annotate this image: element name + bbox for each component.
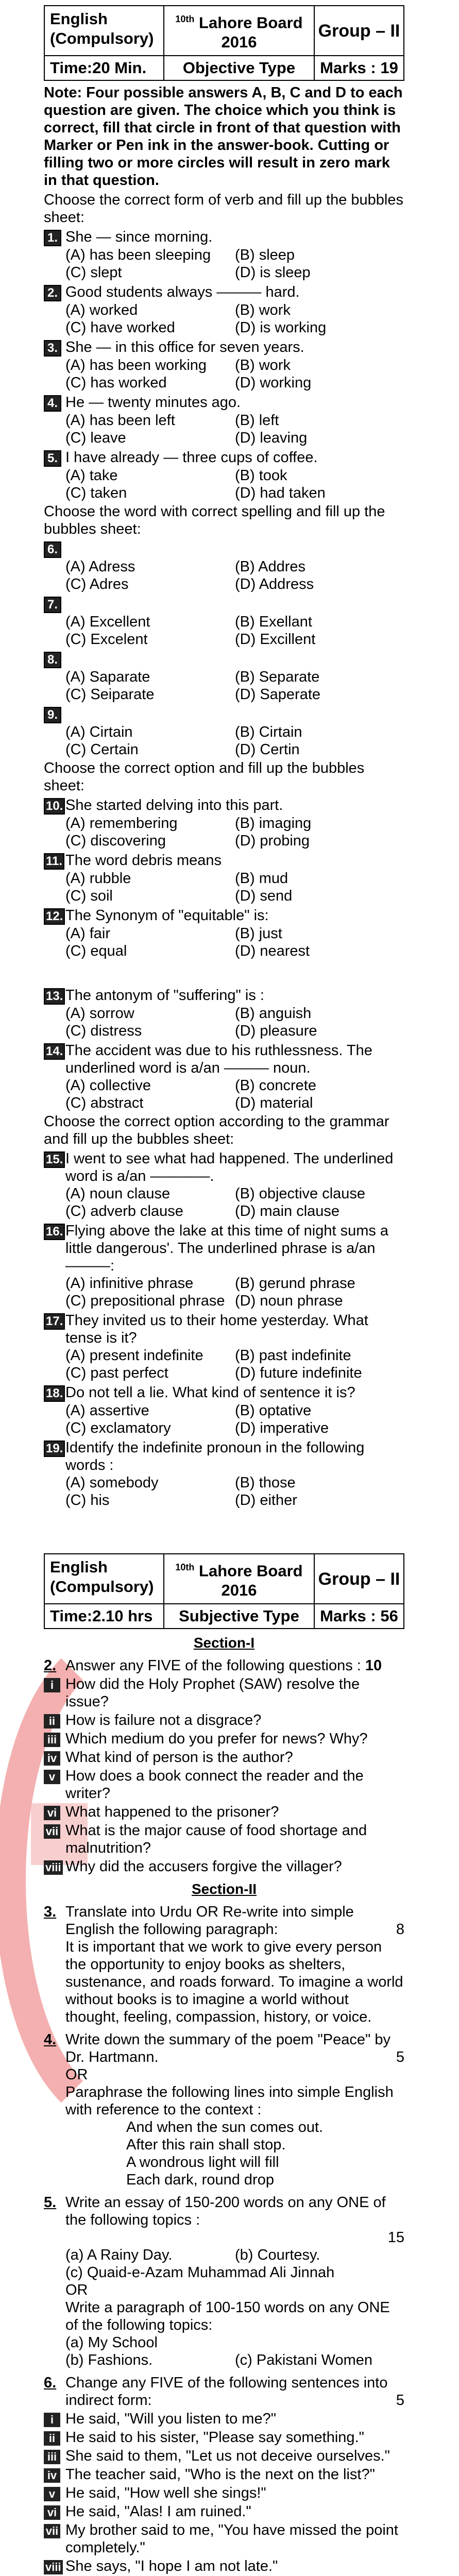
answer-options [65, 925, 404, 960]
sub-question-text: What happened to the prisoner? [65, 1804, 279, 1821]
sub-question-text: What kind of person is the author? [65, 1749, 293, 1766]
sub-question-number: iii [44, 2450, 60, 2464]
or-label: OR [65, 2282, 88, 2299]
answer-option: (C) adverb clause [65, 1203, 183, 1220]
sub-question-text: He said, "Alas! I am ruined." [65, 2503, 251, 2520]
answer-option: (D) working [235, 375, 312, 392]
question-number: 14. [44, 1043, 65, 1060]
answer-option: (B) Exellant [235, 614, 312, 631]
answer-options [65, 1185, 404, 1220]
subject-sub-2: (Compulsory) [50, 1578, 154, 1596]
question-text [65, 595, 404, 613]
sub-question [44, 1858, 404, 1875]
board-name: Lahore Board [199, 13, 303, 32]
sub-question [44, 2410, 404, 2428]
answer-options [65, 723, 404, 758]
or-label: OR [65, 2066, 88, 2083]
board-class-2: 10th [175, 1562, 195, 1572]
sub-question-number: i [44, 1678, 60, 1692]
answer-option: (D) is working [235, 319, 327, 336]
answer-option: (C) soil [65, 888, 113, 905]
sub-question-text: The teacher said, "Who is the next on the list?" [65, 2466, 375, 2483]
board-name-2: Lahore Board [199, 1562, 303, 1580]
answer-options [65, 467, 404, 502]
answer-option: (B) optative [235, 1402, 312, 1419]
question-marks: 5 [396, 2049, 404, 2066]
answer-option: (B) concrete [235, 1077, 316, 1094]
question-number: 6. [44, 2375, 57, 2392]
question-text: Write down the summary of the poem "Peace" by Dr. Hartmann. [65, 2031, 390, 2066]
answer-option: (C) Excelent [65, 631, 148, 648]
question-number: 9. [44, 707, 61, 723]
answer-option: (B) gerund phrase [235, 1275, 355, 1292]
answer-option: (C) equal [65, 943, 127, 960]
type-label-2: Subjective Type [164, 1604, 315, 1628]
time-label-2: Time:2.10 hrs [45, 1604, 164, 1628]
paragraph-task: Write a paragraph of 100-150 words on any ONE of the following topics: [65, 2299, 390, 2334]
mcq-question [44, 1384, 404, 1437]
marks-label-2: Marks : 56 [320, 1607, 398, 1625]
answer-options [65, 1005, 404, 1040]
sub-question-text: How did the Holy Prophet (SAW) resolve the issue? [65, 1676, 360, 1710]
mcq-question [44, 228, 404, 281]
poem-lines [126, 2119, 404, 2189]
question-list [44, 796, 404, 960]
answer-option: (D) probing [235, 833, 310, 850]
sub-question-text: Which medium do you prefer for news? Why? [65, 1731, 368, 1748]
mcq-question [44, 1042, 404, 1112]
answer-option: (C) discovering [65, 833, 166, 850]
question-number: 18. [44, 1385, 65, 1402]
question-text: The accident was due to his ruthlessness. The underlined word is a/an ——— noun. [65, 1042, 372, 1077]
sub-question-number: viii [44, 1860, 63, 1875]
question-number: 5. [44, 450, 61, 467]
sub-question-number: vii [44, 1824, 60, 1839]
type-label: Objective Type [164, 56, 315, 80]
question-text: Identify the indefinite pronoun in the following words : [65, 1439, 365, 1474]
answer-option: (B) Addres [235, 558, 305, 575]
answer-option: (A) fair [65, 925, 110, 942]
paper-subheader-2 [44, 1604, 404, 1629]
sub-question [44, 1711, 404, 1729]
instruction-spelling: Choose the word with correct spelling and fill up the bubbles sheet: [44, 503, 385, 538]
sub-question-text: She says, "I hope I am not late." [65, 2558, 278, 2575]
narration-list [44, 2410, 404, 2575]
sub-question [44, 1749, 404, 1766]
answer-options [65, 1275, 404, 1310]
sub-question-number: i [44, 2413, 60, 2427]
question-number: 13. [44, 988, 65, 1005]
answer-option: (A) sorrow [65, 1005, 134, 1022]
sub-question-text: How is failure not a disgrace? [65, 1712, 262, 1729]
mcq-question [44, 338, 404, 392]
question-number: 19. [44, 1440, 65, 1457]
answer-option: (D) is sleep [235, 264, 311, 281]
answer-option: (C) Certain [65, 741, 139, 758]
time-label: Time:20 Min. [45, 56, 164, 80]
answer-option: (D) leaving [235, 430, 308, 447]
answer-option: (D) noun phrase [235, 1293, 343, 1310]
answer-option: (B) objective clause [235, 1185, 366, 1202]
answer-options [65, 1347, 404, 1382]
sub-question [44, 1803, 404, 1821]
answer-option: (C) have worked [65, 319, 175, 336]
sub-question-number: ii [44, 1714, 60, 1728]
topic-item: (c) Pakistani Women [235, 2352, 372, 2369]
mcq-question [44, 796, 404, 850]
question-list [44, 228, 404, 502]
mcq-question [44, 650, 404, 703]
mcq-question [44, 449, 404, 502]
question-text: I went to see what had happened. The underlined word is a/an ————. [65, 1150, 394, 1185]
question-number: 4. [44, 2031, 57, 2048]
question-text: They invited us to their home yesterday. What tense is it? [65, 1312, 368, 1347]
mcq-question [44, 852, 404, 905]
sub-question-number: vi [44, 2505, 60, 2520]
answer-option: (A) infinitive phrase [65, 1275, 194, 1292]
answer-option: (B) imaging [235, 815, 312, 832]
answer-option: (B) past indefinite [235, 1347, 351, 1364]
answer-option: (B) Separate [235, 669, 320, 686]
board-year-2: 2016 [221, 1581, 257, 1600]
poem-line: Each dark, round drop [126, 2172, 274, 2189]
instruction-options: Choose the correct option and fill up the bubbles sheet: [44, 760, 365, 794]
marks-label: Marks : 19 [320, 59, 398, 77]
sub-question-number: vi [44, 1806, 60, 1820]
mcq-question [44, 705, 404, 758]
sub-question-text: He said, "Will you listen to me?" [65, 2411, 277, 2428]
paper-header-2 [44, 1553, 404, 1604]
answer-option: (C) leave [65, 430, 126, 447]
answer-option: (D) Certin [235, 741, 300, 758]
sub-question [44, 2484, 404, 2502]
answer-options [65, 1077, 404, 1112]
answer-option: (B) left [235, 412, 279, 429]
group-label: Group – II [318, 21, 400, 41]
sub-question [44, 1675, 404, 1710]
answer-options [65, 357, 404, 392]
sub-question [44, 2447, 404, 2465]
answer-option: (C) slept [65, 264, 122, 281]
sub-question-text: He said to his sister, "Please say something." [65, 2429, 364, 2446]
question-list [44, 540, 404, 758]
sub-question [44, 2521, 404, 2556]
answer-option: (C) Seiparate [65, 686, 155, 703]
board-box [164, 6, 315, 55]
answer-options [65, 301, 404, 336]
poem-line: After this rain shall stop. [126, 2137, 286, 2154]
answer-option: (A) has been working [65, 357, 207, 374]
answer-option: (B) Cirtain [235, 724, 302, 741]
question-number: 11. [44, 853, 64, 870]
subject-box-2 [45, 1554, 164, 1603]
sub-question-number: iii [44, 1733, 60, 1747]
answer-option: (D) imperative [235, 1420, 329, 1437]
mcq-question [44, 1222, 404, 1310]
answer-option: (A) Saparate [65, 669, 150, 686]
sub-question-text: She said to them, "Let us not deceive ourselves." [65, 2448, 390, 2465]
answer-options [65, 815, 404, 850]
sub-question-number: viii [44, 2560, 63, 2574]
question-text [65, 650, 404, 668]
mcq-question [44, 1439, 404, 1509]
objective-part [44, 0, 404, 1509]
sub-question-text: What is the major cause of food shortage and malnutrition? [65, 1822, 367, 1857]
group-label-2: Group – II [318, 1569, 400, 1589]
instruction-verbs: Choose the correct form of verb and fill up the bubbles sheet: [44, 192, 403, 226]
sub-question [44, 2429, 404, 2446]
answer-option: (B) work [235, 357, 291, 374]
subject-2: English [50, 1558, 108, 1576]
instruction-grammar: Choose the correct option according to the grammar and fill up the bubbles sheet: [44, 1113, 389, 1148]
question-text [65, 705, 404, 723]
subject: English [50, 10, 108, 28]
sub-question-text: He said, "How well she sings!" [65, 2485, 266, 2502]
question-text: Translate into Urdu OR Re-write into simple English the following paragraph: [65, 1904, 354, 1938]
sub-question [44, 1767, 404, 1802]
question-number: 7. [44, 597, 61, 613]
mcq-question [44, 987, 404, 1040]
topic-item: (c) Quaid-e-Azam Muhammad Ali Jinnah [65, 2264, 335, 2281]
answer-option: (C) his [65, 1492, 110, 1509]
answer-option: (B) work [235, 302, 291, 319]
sub-question [44, 2557, 404, 2575]
answer-option: (C) taken [65, 485, 127, 502]
answer-option: (A) rubble [65, 870, 131, 887]
paraphrase-text: Paraphrase the following lines into simple English with reference to the context : [65, 2084, 394, 2119]
sub-question-number: iv [44, 1751, 60, 1766]
question-marks: 8 [396, 1921, 404, 1938]
question-4 [44, 2031, 404, 2066]
question-number: 3. [44, 340, 61, 357]
answer-options [65, 558, 404, 593]
answer-option: (A) has been sleeping [65, 247, 211, 264]
board-year: 2016 [221, 33, 257, 52]
question-number: 5. [44, 2194, 57, 2211]
section-2-heading: Section-II [191, 1881, 257, 1897]
question-text: He — twenty minutes ago. [65, 394, 241, 411]
answer-option: (A) take [65, 467, 118, 484]
question-text: Change any FIVE of the following sentences into indirect form: [65, 2375, 388, 2409]
question-marks: 15 [387, 2229, 404, 2246]
question-list [44, 1150, 404, 1509]
answer-option: (C) prepositional phrase [65, 1293, 225, 1310]
question-number: 2. [44, 1657, 57, 1674]
answer-option: (B) took [235, 467, 287, 484]
question-text: The antonym of "suffering" is : [65, 987, 264, 1004]
answer-options [65, 1474, 404, 1509]
subject-sub: (Compulsory) [50, 29, 154, 47]
sub-question-number: vii [44, 2524, 60, 2538]
answer-option: (D) pleasure [235, 1023, 317, 1040]
topic-item: (b) Courtesy. [235, 2247, 320, 2264]
question-text: She started delving into this part. [65, 797, 283, 814]
question-number: 1. [44, 230, 61, 246]
subject-box [45, 6, 164, 55]
topic-item: (a) My School [65, 2334, 158, 2351]
answer-option: (B) anguish [235, 1005, 312, 1022]
answer-option: (D) nearest [235, 943, 310, 960]
question-text: She — in this office for seven years. [65, 339, 304, 356]
poem-line: A wondrous light will fill [126, 2154, 279, 2171]
sub-question-number: iv [44, 2468, 60, 2483]
answer-option: (A) noun clause [65, 1185, 171, 1202]
topic-item: (b) Fashions. [65, 2352, 153, 2369]
answer-option: (B) sleep [235, 247, 295, 264]
question-text: Write an essay of 150-200 words on any ONE of the following topics : [65, 2194, 386, 2229]
answer-option: (A) collective [65, 1077, 151, 1094]
mcq-question [44, 1312, 404, 1382]
mcq-question [44, 283, 404, 336]
answer-options [65, 412, 404, 447]
answer-option: (A) assertive [65, 1402, 149, 1419]
question-5 [44, 2194, 404, 2229]
answer-option: (B) mud [235, 870, 288, 887]
board-box-2 [164, 1554, 315, 1603]
answer-options [65, 668, 404, 703]
sub-question-text: My brother said to me, "You have missed the point completely." [65, 2522, 398, 2556]
answer-options [65, 613, 404, 648]
question-text: I have already — three cups of coffee. [65, 449, 318, 466]
answer-option: (D) either [235, 1492, 297, 1509]
question-2 [44, 1657, 404, 1674]
question-number: 2. [44, 285, 61, 301]
answer-option: (A) present indefinite [65, 1347, 203, 1364]
question-number: 6. [44, 541, 61, 558]
answer-option: (D) had taken [235, 485, 326, 502]
topic-item: (a) A Rainy Day. [65, 2247, 173, 2264]
answer-option: (C) past perfect [65, 1365, 168, 1382]
answer-option: (C) abstract [65, 1095, 144, 1112]
answer-option: (D) material [235, 1095, 313, 1112]
answer-option: (C) exclamatory [65, 1420, 171, 1437]
question-number: 15. [44, 1151, 65, 1168]
question-text: Answer any FIVE of the following questions : [65, 1657, 361, 1674]
answer-option: (D) send [235, 888, 293, 905]
question-text: Good students always ——— hard. [65, 284, 300, 301]
question-number: 16. [44, 1224, 65, 1240]
answer-options [65, 1402, 404, 1437]
question-text: She — since morning. [65, 229, 213, 246]
question-text: Do not tell a lie. What kind of sentence it is? [65, 1384, 355, 1401]
answer-option: (A) remembering [65, 815, 178, 832]
question-text [65, 540, 404, 558]
mcq-question [44, 394, 404, 447]
essay-topics [65, 2246, 404, 2281]
sub-question [44, 2503, 404, 2520]
poem-line: And when the sun comes out. [126, 2119, 324, 2136]
question-list [44, 987, 404, 1112]
sub-question-number: ii [44, 2431, 60, 2446]
answer-option: (A) somebody [65, 1475, 159, 1492]
answer-option: (A) Cirtain [65, 724, 133, 741]
answer-option: (B) those [235, 1475, 296, 1492]
question-number: 12. [44, 908, 65, 925]
question-text: The Synonym of "equitable" is: [65, 907, 269, 924]
sub-question-text: How does a book connect the reader and the writer? [65, 1768, 364, 1802]
question-3 [44, 1903, 404, 1938]
answer-option: (C) has worked [65, 375, 167, 392]
mcq-question [44, 595, 404, 648]
sub-question [44, 1822, 404, 1857]
board-class: 10th [175, 14, 195, 24]
answer-option: (C) distress [65, 1023, 142, 1040]
question-number: 4. [44, 395, 61, 412]
question-number: 10. [44, 798, 65, 815]
answer-options [65, 870, 404, 905]
question-marks: 10 [365, 1657, 382, 1674]
mcq-question [44, 540, 404, 593]
answer-option: (D) main clause [235, 1203, 340, 1220]
answer-option: (D) future indefinite [235, 1365, 362, 1382]
paper-subheader [44, 56, 404, 81]
question-marks: 5 [396, 2392, 404, 2409]
sub-question-number: v [44, 2487, 60, 2501]
section-1-heading: Section-I [193, 1635, 255, 1651]
answer-option: (C) Adres [65, 576, 129, 593]
mcq-question [44, 907, 404, 960]
question-text: The word debris means [65, 852, 222, 869]
paper-header [44, 5, 404, 56]
answer-option: (A) worked [65, 302, 138, 319]
question-text: Flying above the lake at this time of night sums a little dangerous'. The underlined phrase is a/an ———: [65, 1223, 389, 1275]
paragraph-text: It is important that we work to give every person the opportunity to enjoy books as shelters, sustenance, and roads forward. To imagine a world without books is to imagine a world without thought, feeling, compassion, history, or voice. [65, 1939, 403, 2026]
mcq-question [44, 1150, 404, 1220]
answer-options [65, 246, 404, 281]
question-number: 17. [44, 1313, 65, 1330]
sub-question-text: Why did the accusers forgive the villager? [65, 1858, 342, 1875]
question-number: 8. [44, 652, 61, 668]
instructions-note: Note: Four possible answers A, B, C and D to each question are given. The choice which you think is correct, fill that circle in front of that question with Marker or Pen ink in the answer-book. Cutting or filling two or more circles will result in zero mark in that question. [44, 84, 403, 189]
question-number: 3. [44, 1904, 57, 1921]
answer-option: (A) Excellent [65, 614, 150, 631]
answer-option: (A) has been left [65, 412, 175, 429]
sub-question [44, 2466, 404, 2483]
answer-option: (D) Saperate [235, 686, 321, 703]
answer-option: (D) Address [235, 576, 314, 593]
answer-option: (B) just [235, 925, 282, 942]
sub-question-number: v [44, 1770, 60, 1784]
sub-question [44, 1730, 404, 1748]
answer-option: (A) Adress [65, 558, 135, 575]
subjective-part [44, 1548, 404, 2576]
answer-option: (D) Excillent [235, 631, 316, 648]
question-6 [44, 2374, 404, 2409]
short-questions-list [44, 1675, 404, 1875]
paragraph-topics [65, 2334, 404, 2369]
